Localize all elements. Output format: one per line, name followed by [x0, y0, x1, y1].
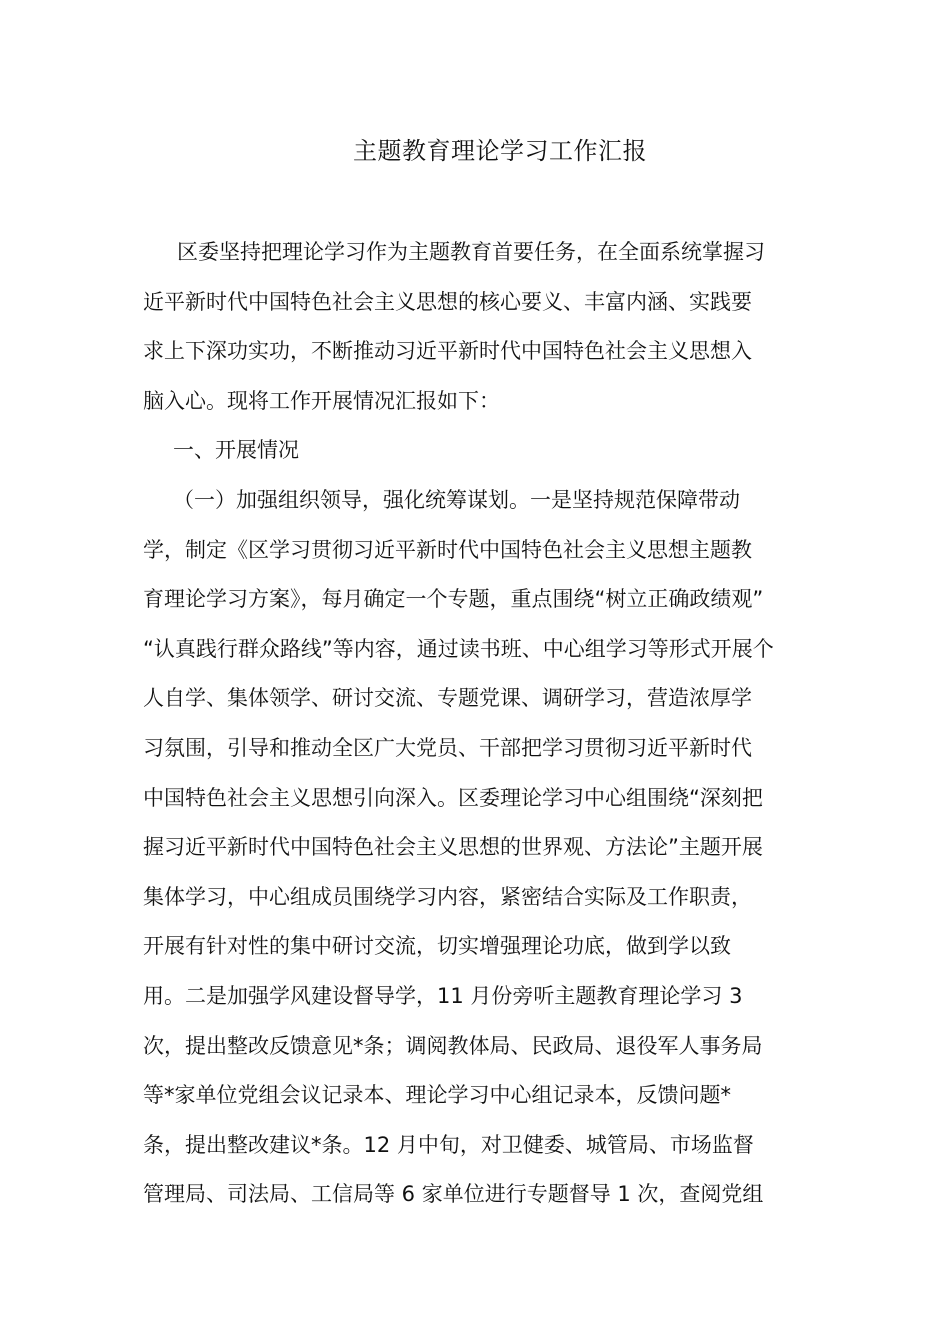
paragraph-line: 等*家单位党组会议记录本、理论学习中心组记录本，反馈问题* [143, 1083, 731, 1108]
paragraph-line: 习氛围，引导和推动全区广大党员、干部把学习贯彻习近平新时代 [143, 735, 752, 760]
document-title: 主题教育理论学习工作汇报 [353, 137, 647, 165]
paragraph-line: 育理论学习方案》，每月确定一个专题，重点围绕“树立正确政绩观” [143, 587, 764, 612]
paragraph-line: 学，制定《区学习贯彻习近平新时代中国特色社会主义思想主题教 [143, 537, 752, 562]
paragraph-line: 开展有针对性的集中研讨交流，切实增强理论功底，做到学以致 [143, 934, 731, 959]
document-body [143, 228, 813, 1220]
paragraph-line: 区委坚持把理论学习作为主题教育首要任务，在全面系统掌握习 [177, 240, 765, 264]
paragraph-line: 人自学、集体领学、研讨交流、专题党课、调研学习，营造浓厚学 [143, 686, 752, 711]
paragraph-line: 握习近平新时代中国特色社会主义思想的世界观、方法论”主题开展 [143, 835, 763, 860]
paragraph-line: 中国特色社会主义思想引向深入。区委理论学习中心组围绕“深刻把 [143, 785, 763, 810]
paragraph-line: 脑入心。现将工作开展情况汇报如下： [143, 388, 500, 413]
paragraph-line: 集体学习，中心组成员围绕学习内容，紧密结合实际及工作职责， [143, 884, 752, 909]
paragraph-line: “认真践行群众路线”等内容，通过读书班、中心组学习等形式开展个 [143, 636, 774, 661]
section-heading: 一、开展情况 [173, 438, 299, 463]
paragraph-line: 近平新时代中国特色社会主义思想的核心要义、丰富内涵、实践要 [143, 289, 752, 314]
paragraph-line: 次，提出整改反馈意见*条；调阅教体局、民政局、退役军人事务局 [143, 1033, 763, 1058]
subsection-heading-line: （一）加强组织领导，强化统筹谋划。一是坚持规范保障带动 [173, 487, 740, 512]
paragraph-line: 用。二是加强学风建设督导学，11 月份旁听主题教育理论学习 3 [143, 983, 743, 1008]
paragraph-line: 求上下深功实功，不断推动习近平新时代中国特色社会主义思想入 [143, 339, 752, 364]
paragraph-line: 管理局、司法局、工信局等 6 家单位进行专题督导 1 次，查阅党组 [143, 1182, 764, 1207]
paragraph-line: 条，提出整改建议*条。12 月中旬，对卫健委、城管局、市场监督 [143, 1132, 754, 1157]
